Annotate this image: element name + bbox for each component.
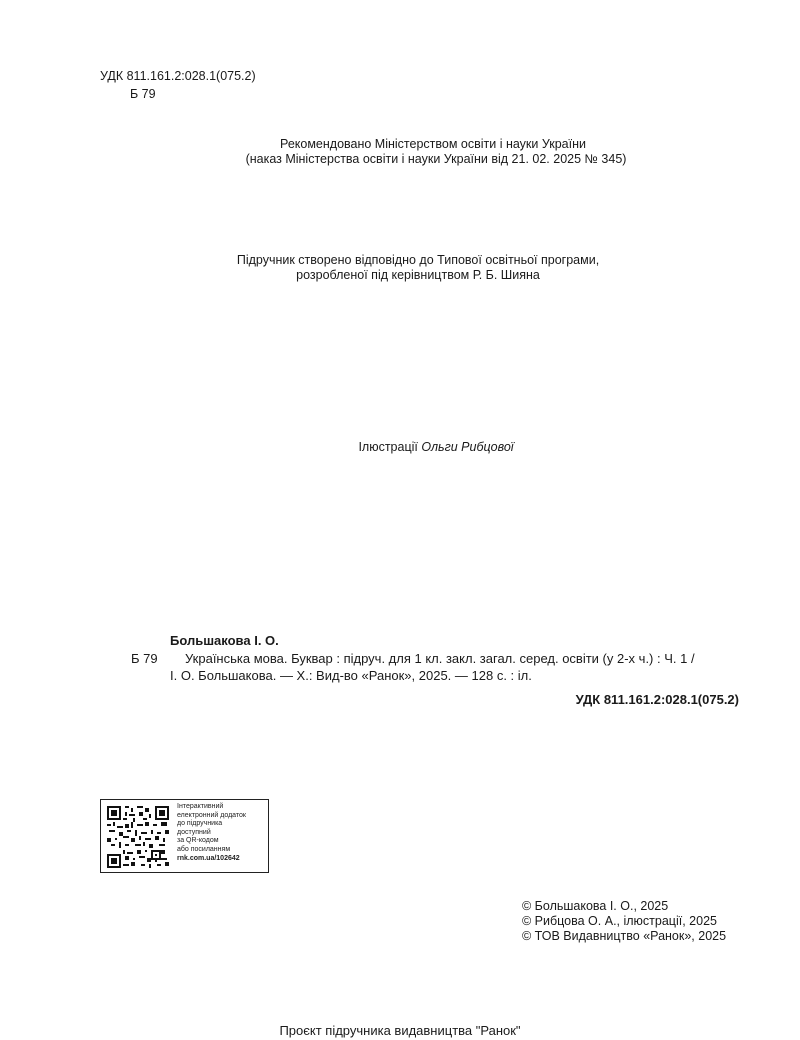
udk-code: УДК 811.161.2:028.1(075.2) bbox=[100, 69, 256, 83]
qr-block bbox=[100, 799, 269, 873]
program-line-2: розробленої під керівництвом Р. Б. Шияна bbox=[296, 268, 540, 282]
qr-caption-line: або посиланням bbox=[177, 845, 231, 853]
copyright-author: © Большакова І. О., 2025 bbox=[522, 899, 669, 913]
copyright-publisher: © ТОВ Видавництво «Ранок», 2025 bbox=[522, 929, 727, 943]
qr-url-link[interactable]: rnk.com.ua/102642 bbox=[177, 854, 240, 862]
catalog-line-2: І. О. Большакова. — Х.: Вид-во «Ранок», 2025. — 128 с. : іл. bbox=[170, 668, 532, 683]
illustrations-credit bbox=[0, 440, 800, 455]
qr-caption-line: Інтерактивний bbox=[177, 803, 224, 810]
program-line-1: Підручник створено відповідно до Типової освітньої програми, bbox=[236, 253, 600, 267]
qr-caption-line: за QR-кодом bbox=[177, 837, 219, 845]
catalog-author: Большакова І. О. bbox=[170, 633, 279, 648]
qr-code-icon[interactable] bbox=[107, 806, 169, 868]
copyright-illustrator: © Рибцова О. А., ілюстрації, 2025 bbox=[522, 914, 717, 928]
udk-author-mark: Б 79 bbox=[130, 87, 156, 101]
qr-caption bbox=[177, 803, 246, 863]
recommendation-line-2: (наказ Міністерства освіти і науки України від 21. 02. 2025 № 345) bbox=[245, 152, 627, 166]
qr-caption-line: електронний додаток bbox=[177, 811, 246, 819]
illustrator-name: Ольги Рибцової bbox=[421, 440, 514, 454]
footer-note: Проєкт підручника видавництва "Ранок" bbox=[279, 1023, 521, 1038]
catalog-udk: УДК 811.161.2:028.1(075.2) bbox=[575, 692, 739, 707]
illustrations-label: Ілюстрації bbox=[358, 440, 418, 454]
qr-caption-line: доступний bbox=[177, 828, 211, 836]
qr-caption-line: до підручника bbox=[177, 820, 223, 828]
recommendation-line-1: Рекомендовано Міністерством освіти і науки України bbox=[280, 137, 586, 151]
catalog-mark: Б 79 bbox=[131, 651, 158, 666]
catalog-line-1: Українська мова. Буквар : підруч. для 1 кл. закл. загал. серед. освіти (у 2-х ч.) : Ч. 1 / bbox=[185, 651, 695, 666]
